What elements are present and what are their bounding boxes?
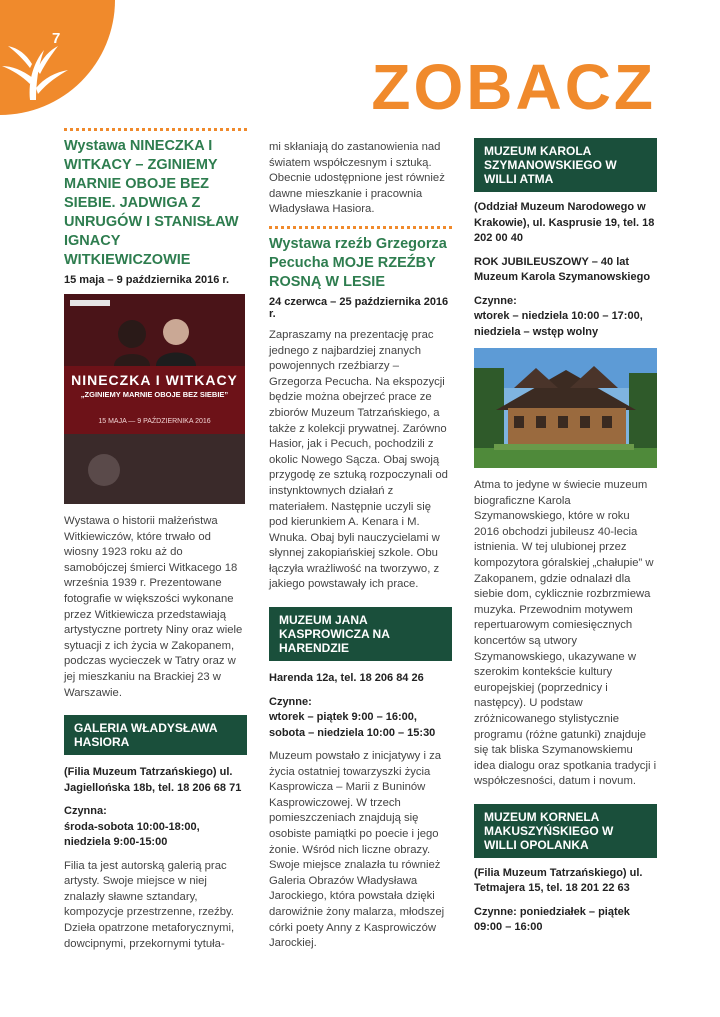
- museum-description: Atma to jedyne w świecie muzeum biograficzne Karola Szymanowskiego, które w roku 2016 obchodzi jubileusz 40-lecia istnienia. W tej ulubionej przez kompozytora góralskiej „chałupie” w Zakopanem, gdzie odnalazł dla siebie dom, cyklicznie rozbrzmiewa muzyka. Przewodnim motywem repertuarowym comiesięcznych koncertów są utwory Szymanowskiego, ukazywane w szerokim kontekście kultury europejskiej (poprzednicy i następcy). U podstaw zróżnicowanego stylistycznie programu (różne gatunki) znajduje się tak bliska Szymanowskiemu idea dialogu oraz spotkania tradycji i współczesności, datum i novum.: [474, 479, 657, 788]
- exhibition-title: Wystawa rzeźb Grzegorza Pecucha MOJE RZEŹBY ROSNĄ W LESIE: [269, 235, 447, 290]
- exhibition-description: Zapraszamy na prezentację prac jednego z najbardziej znanych powojennych rzeźbiarzy – Grzegorza Pecucha. Na ekspozycji będzie można obejrzeć prace ze zbiorów Muzeum Tatrzańskiego, a także z kolekcji prywatnej. Zarówno Hasior, jak i Pecuch, pochodzili z okolic Nowego Sącza. Obaj swoją przygodę ze sztuką rozpoczynali od instynktownych działań z materiałem. Następnie uczyli się pod kierunkiem A. Kenara i M. Wnuka. Obaj byli nauczycielami w słynnej zakopiańskiej szkole. Obu łączyła wrażliwość na tworzywo, z jakiego powstawały ich prace.: [269, 328, 448, 591]
- gallery-description: Filia ta jest autorską galerią prac artysty. Swoje miejsce w niej znalazły sławne sztandary, kompozycje przestrzenne, rzeźby. Dzieła opatrzone metaforycznymi, dowcipnymi, przekornymi tytuła-: [64, 859, 235, 950]
- page-heading: ZOBACZ: [371, 51, 656, 123]
- villa-atma-photo: [474, 348, 657, 468]
- dotted-divider: [269, 226, 452, 229]
- corner-leaf-decoration: [0, 0, 118, 118]
- museum-hours-label: Czynne:: [474, 294, 517, 307]
- exhibition-dates: 24 czerwca – 25 października 2016 r.: [269, 295, 449, 320]
- museum-jubilee: ROK JUBILEUSZOWY – 40 lat Muzeum Karola Szymanowskiego: [474, 255, 651, 283]
- museum-address: (Filia Muzeum Tatrzańskiego) ul. Tetmajera 15, tel. 18 201 22 63: [474, 866, 643, 895]
- page-number: 7: [52, 30, 61, 47]
- continued-text: mi skłaniają do zastanowienia nad światem współczesnym i sztuką. Obecnie udostępnione jest również dawne mieszkanie i pracownia Władysława Hasiora.: [269, 141, 445, 216]
- museum-hours: wtorek – niedziela 10:00 – 17:00, niedziela – wstęp wolny: [474, 310, 643, 338]
- gallery-header-box: GALERIA WŁADYSŁAWA HASIORA: [64, 715, 247, 755]
- gallery-hours-label: Czynna:: [64, 805, 107, 818]
- poster-title: NINECZKA I WITKACY: [71, 372, 238, 388]
- column-1: [64, 128, 247, 952]
- gallery-hours: środa-sobota 10:00-18:00, niedziela 9:00-15:00: [64, 820, 200, 849]
- museum-description: Muzeum powstało z inicjatywy i za życia ostatniej towarzyszki życia Kasprowicza – Marii z Buninów Kasprowiczowej. W trzech pomieszczeniach znajdują się osobiste pamiątki po poecie i jego żonie. Wśród nich liczne obrazy. Swoje miejsce znalazła tu również Galeria Obrazów Władysława Jarockiego, która powstała dzięki darowiźnie żony malarza, młodszej córki poety Anny z Kasprowiczów Jarockiej.: [269, 750, 445, 950]
- exhibition-dates: 15 maja – 9 października 2016 r.: [64, 274, 230, 286]
- museum-header-box: MUZEUM JANA KASPROWICZA NA HARENDZIE: [269, 607, 452, 661]
- museum-header-box: MUZEUM KAROLA SZYMANOWSKIEGO W WILLI ATMA: [474, 138, 657, 192]
- exhibition-poster-image: [64, 294, 245, 504]
- poster-dates: 15 MAJA — 9 PAŹDZIERNIKA 2016: [98, 418, 211, 425]
- gallery-address: (Filia Muzeum Tatrzańskiego) ul. Jagiellońska 18b, tel. 18 206 68 71: [64, 766, 242, 794]
- museum-header-box: MUZEUM KORNELA MAKUSZYŃSKIEGO W WILLI OPOLANKA: [474, 804, 657, 858]
- exhibition-description: Wystawa o historii małżeństwa Witkiewiczów, które trwało od wiosny 1923 roku aż do samobójczej śmierci Witkacego 18 września 1939 r. Prezentowane fotografie w większości wykonane przez Witkiewicza przedstawiają artystyczne portrety Niny oraz wiele sytuacji z ich życia w Zakopanem, podczas wycieczek w Tatry oraz w jej mieszkaniu na Brackiej 23 w Warszawie.: [64, 515, 243, 699]
- poster-subtitle: „ZGINIEMY MARNIE OBOJE BEZ SIEBIE”: [80, 390, 229, 399]
- museum-address: Harenda 12a, tel. 18 206 84 26: [269, 672, 424, 685]
- column-3: [474, 138, 657, 936]
- exhibition-title: Wystawa NINECZKA I WITKACY – ZGINIEMY MARNIE OBOJE BEZ SIEBIE. JADWIGA Z UNRUGÓW I STANISŁAW IGNACY WITKIEWICZOWIE: [64, 138, 239, 268]
- museum-address: (Oddział Muzeum Narodowego w Krakowie), ul. Kasprusie 19, tel. 18 202 00 40: [474, 201, 655, 244]
- dotted-divider: [64, 128, 247, 131]
- museum-hours: Czynne: poniedziałek – piątek 09:00 – 16:00: [474, 905, 630, 934]
- museum-hours-label: Czynne:: [269, 695, 312, 708]
- museum-hours: wtorek – piątek 9:00 – 16:00, sobota – niedziela 10:00 – 15:30: [269, 711, 436, 739]
- column-2: [269, 140, 452, 952]
